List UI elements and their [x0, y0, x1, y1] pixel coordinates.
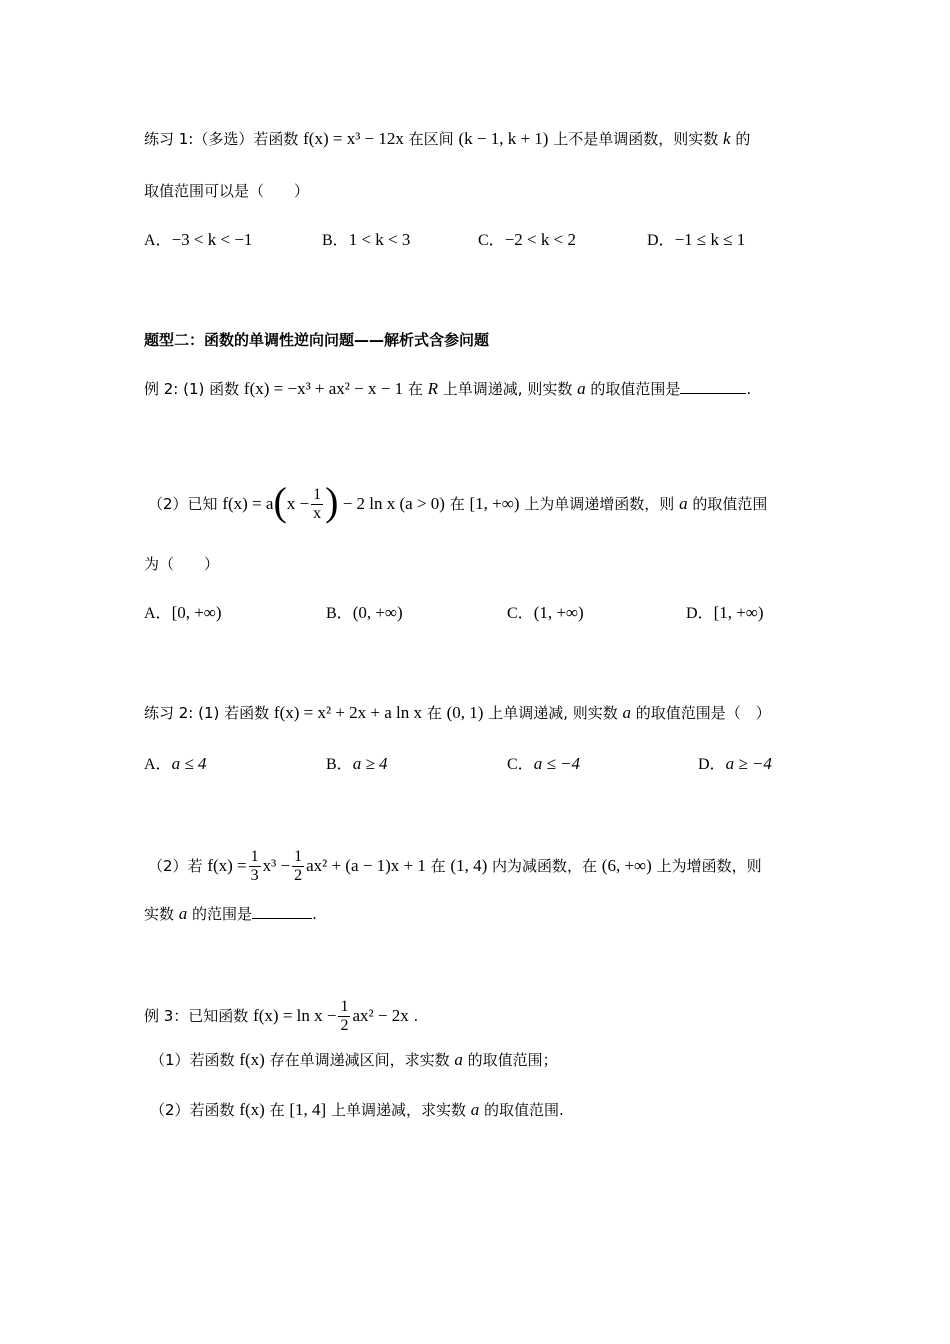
option-label: D． [647, 232, 675, 249]
option-value: −2 < k < 2 [504, 230, 576, 249]
ex1-option-c [478, 227, 576, 254]
text: 存在单调递减区间，求实数 [264, 1051, 455, 1069]
text: 上单调递减，求实数 [326, 1101, 471, 1119]
option-label: B． [326, 605, 353, 622]
ex2-option-b [326, 600, 403, 627]
math-after: − 2 ln x (a > 0) [338, 494, 445, 513]
answer-blank [252, 904, 312, 919]
text: 例 3：已知函数 [144, 1007, 254, 1025]
text: （2）若 [148, 857, 208, 875]
frac-den: 3 [250, 867, 259, 884]
text: . [312, 905, 317, 923]
ex2p1-option-b [326, 751, 388, 778]
exercise-2-part-2 [148, 848, 762, 885]
option-value: a ≤ 4 [171, 754, 207, 773]
math-k: k [723, 129, 731, 148]
math-a: a [470, 1100, 480, 1119]
ex2p1-option-a [144, 751, 206, 778]
option-value: −1 ≤ k ≤ 1 [674, 230, 746, 249]
frac-den: 2 [340, 1017, 349, 1034]
example-3-intro [144, 998, 418, 1035]
fraction-2 [292, 848, 304, 885]
option-value: −3 < k < −1 [171, 230, 253, 249]
text: 上单调递减, 则实数 [483, 704, 623, 722]
fraction [338, 998, 350, 1035]
section-heading: 题型二：函数的单调性逆向问题——解析式含参问题 [144, 331, 490, 349]
fraction-1 [249, 848, 261, 885]
math-interval: [1, 4] [289, 1100, 327, 1119]
option-value: a ≥ −4 [725, 754, 772, 773]
option-label: B． [326, 756, 353, 773]
text: 的取值范围； [462, 1051, 558, 1069]
frac-num: 1 [340, 998, 349, 1015]
math-term: ax² − 2x [352, 1006, 409, 1025]
math-inner: x − [286, 494, 310, 513]
option-label: A． [144, 605, 172, 622]
math-fx: f(x) = −x³ + ax² − x − 1 [243, 379, 404, 398]
math-a: a [679, 494, 688, 513]
text: 的取值范围是 [585, 380, 681, 398]
frac-num: 1 [313, 486, 322, 503]
ex1-option-b [322, 227, 410, 254]
text: （1）若函数 [150, 1051, 240, 1069]
example-3-question-1 [150, 1047, 558, 1073]
text: 实数 [144, 905, 179, 923]
text: 内为减函数，在 [487, 857, 602, 875]
math-R: R [427, 379, 439, 398]
math-fx: f(x) = x² + 2x + a ln x [273, 703, 423, 722]
exercise-2-part-2-line-2 [144, 901, 317, 927]
math-a: a [454, 1050, 463, 1069]
text: 上单调递减, 则实数 [438, 380, 578, 398]
math-interval: (k − 1, k + 1) [458, 129, 549, 148]
math-term-2: ax² + (a − 1)x + 1 [306, 856, 426, 875]
option-label: C． [507, 605, 534, 622]
math-a: a [178, 904, 188, 923]
math-fx: f(x) = x³ − 12x [303, 129, 404, 148]
ex2p1-option-d [698, 751, 772, 778]
option-value: 1 < k < 3 [348, 230, 411, 249]
option-value: [0, +∞) [171, 603, 222, 622]
text: （2）若函数 [150, 1101, 240, 1119]
option-label: C． [507, 756, 534, 773]
text: 在 [444, 495, 470, 513]
frac-den: x [313, 505, 322, 522]
math-a: a [622, 703, 631, 722]
text: 的取值范围是（ ） [631, 704, 771, 722]
text: 的 [730, 130, 751, 148]
option-value: (0, +∞) [352, 603, 403, 622]
ex2-option-d [686, 600, 764, 627]
option-value: (1, +∞) [533, 603, 584, 622]
option-label: D． [698, 756, 726, 773]
text: 在 [264, 1101, 290, 1119]
text: 上为单调递增函数，则 [519, 495, 680, 513]
text: 上不是单调函数，则实数 [548, 130, 723, 148]
option-value: a ≥ 4 [352, 754, 388, 773]
frac-num: 1 [294, 848, 303, 865]
exercise-2-part-1 [144, 700, 771, 726]
example-3-question-2 [150, 1097, 564, 1123]
math-term-1: x³ − [262, 856, 291, 875]
math-f: f(x) = ln x − [253, 1006, 337, 1025]
option-label: D． [686, 605, 714, 622]
frac-den: 2 [294, 867, 303, 884]
text: 在 [425, 857, 451, 875]
fraction [311, 486, 323, 523]
example-2-part-2 [148, 479, 768, 524]
math-interval: [1, +∞) [469, 494, 520, 513]
math-interval: (0, 1) [446, 703, 484, 722]
option-label: B． [322, 232, 349, 249]
text: 上为增函数，则 [651, 857, 762, 875]
ex1-option-d [647, 227, 745, 254]
answer-blank [680, 379, 746, 394]
math-a: a [577, 379, 586, 398]
math-interval-1: (1, 4) [450, 856, 488, 875]
option-label: A． [144, 232, 172, 249]
paren-right: ) [325, 479, 339, 524]
option-value: a ≤ −4 [533, 754, 580, 773]
text: 在 [422, 704, 447, 722]
example-2-part-2-line-2: 为（ ） [144, 555, 220, 573]
text: . [408, 1007, 419, 1025]
math-interval-2: (6, +∞) [601, 856, 652, 875]
ex2-option-c [507, 600, 584, 627]
text: 的取值范围. [479, 1101, 564, 1119]
option-value: [1, +∞) [713, 603, 764, 622]
math-f: f(x) = [207, 856, 247, 875]
text: （2）已知 [148, 495, 223, 513]
text: 在 [403, 380, 428, 398]
paren-left: ( [273, 479, 287, 524]
text: 的范围是 [187, 905, 253, 923]
ex2p1-option-c [507, 751, 580, 778]
math-f-left: f(x) = a [222, 494, 274, 513]
math-f: f(x) [239, 1100, 265, 1119]
text: 例 2: (1) 函数 [144, 380, 244, 398]
ex1-option-a [144, 227, 252, 254]
text: 练习 2: (1) 若函数 [144, 704, 274, 722]
exercise-1-line-1 [144, 126, 750, 152]
exercise-1-line-2: 取值范围可以是（ ） [144, 182, 310, 200]
option-label: A． [144, 756, 172, 773]
frac-num: 1 [250, 848, 259, 865]
math-f: f(x) [239, 1050, 265, 1069]
text: 的取值范围 [687, 495, 768, 513]
text: . [746, 380, 752, 398]
text: 在区间 [403, 130, 459, 148]
ex2-option-a [144, 600, 222, 627]
option-label: C． [478, 232, 505, 249]
example-2-part-1 [144, 376, 751, 402]
text: 练习 1:（多选）若函数 [144, 130, 304, 148]
